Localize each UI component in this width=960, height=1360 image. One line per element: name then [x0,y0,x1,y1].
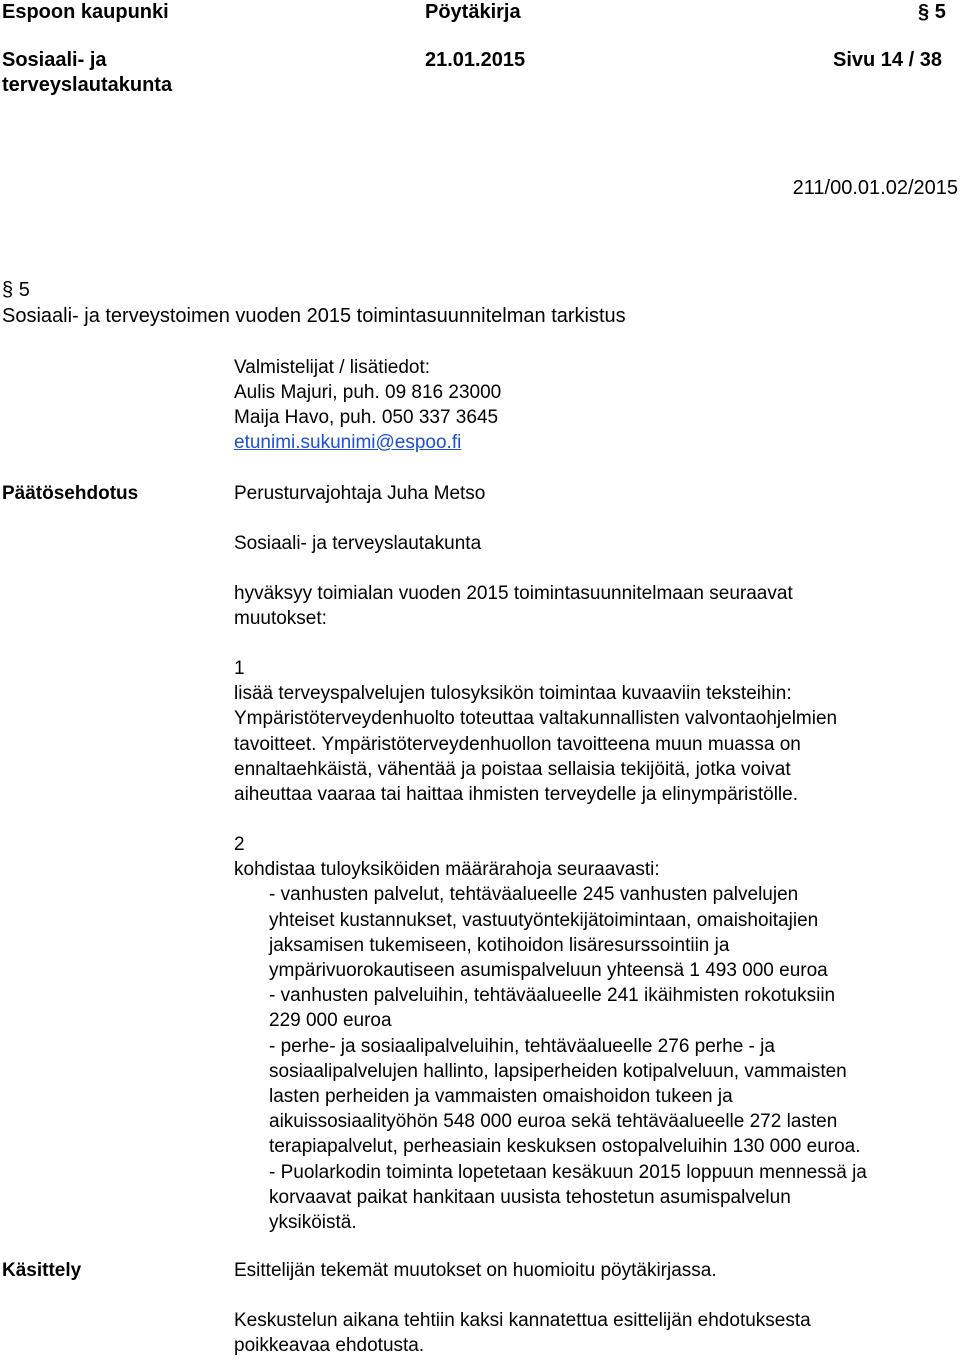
allocation-line: 229 000 euroa [269,1010,392,1032]
preparer-contact-2: Maija Havo, puh. 050 337 3645 [234,407,499,428]
board-line1: Sosiaali- ja [2,49,107,71]
handling-label: Käsittely [2,1260,82,1281]
preparers-heading: Valmistelijat / lisätiedot: [234,357,431,378]
handling-text-3: poikkeavaa ehdotusta. [234,1335,425,1356]
section-number [2,278,30,303]
item-line: Ympäristöterveydenhuolto toteuttaa valtakunnallisten valvontaohjelmien [234,708,838,730]
intro-line: muutokset: [234,608,327,630]
handling-text-1: Esittelijän tekemät muutokset on huomioitu pöytäkirjassa. [234,1260,717,1281]
allocation-line: lasten perheiden ja vammaisten omaishoidon tukeen ja [269,1086,733,1108]
allocation-line: aikuissosiaalityöhön 548 000 euroa sekä tehtäväalueelle 272 lasten [269,1111,838,1133]
allocation-line: - perhe- ja sosiaalipalveluihin, tehtäväalueelle 276 perhe - ja [269,1035,775,1057]
proposal-intro [234,581,954,631]
meeting-date: 21.01.2015 [425,49,526,71]
item-line: lisää terveyspalvelujen tulosyksikön toimintaa kuvaaviin teksteihin: [234,683,792,705]
proposal-board: Sosiaali- ja terveyslautakunta [234,533,482,554]
allocation-line: sosiaalipalvelujen hallinto, lapsiperheiden kotipalveluun, vammaisten [269,1060,847,1082]
item-intro: kohdistaa tuloyksiköiden määrärahoja seuraavasti: [234,859,660,881]
allocation-line: - vanhusten palveluihin, tehtäväalueelle 241 ikäihmisten rokotuksiin [269,985,836,1007]
board-line2: terveyslautakunta [2,74,173,96]
preparer-contact-1: Aulis Majuri, puh. 09 816 23000 [234,382,502,403]
allocation-line: - vanhusten palvelut, tehtäväalueelle 245 vanhusten palvelujen [269,884,799,906]
item-number: 2 [234,834,245,855]
section-ref-number: 5 [934,1,946,23]
record-number: 211/00.01.02/2015 [792,177,958,199]
email-link[interactable]: etunimi.sukunimi@espoo.fi [234,432,462,453]
item-number: 1 [234,658,245,679]
allocation-line: terapiapalvelut, perheasiain keskuksen ostopalveluihin 130 000 euroa. [269,1136,861,1158]
allocation-line: korvaavat paikat hankitaan uusista tehostetun asumispalvelun [269,1186,791,1208]
proposal-item-2 [234,832,954,1235]
org-name: Espoon kaupunki [2,1,169,23]
proposal-item-1 [234,656,954,807]
allocation-line: yksiköistä. [269,1212,357,1234]
allocation-line: - Puolarkodin toiminta lopetetaan kesäkuun 2015 loppuun mennessä ja [269,1161,867,1183]
proposal-label: Päätösehdotus [2,483,139,504]
doc-type: Pöytäkirja [425,1,521,23]
section-sign: § [918,1,930,23]
item-line: ennaltaehkäistä, vähentää ja poistaa sellaisia tekijöitä, jotka voivat [234,758,791,780]
intro-line: hyväksyy toimialan vuoden 2015 toimintasuunnitelmaan seuraavat [234,583,793,604]
item-line: aiheuttaa vaaraa tai haittaa ihmisten terveydelle ja elinympäristölle. [234,784,798,806]
section-title: Sosiaali- ja terveystoimen vuoden 2015 toimintasuunnitelman tarkistus [2,305,626,327]
allocation-line: yhteiset kustannukset, vastuutyöntekijätoimintaan, omaishoitajien [269,909,819,931]
page-number: Sivu 14 / 38 [833,49,942,71]
section-number-value: 5 [18,279,30,301]
section-sign: § [2,279,14,301]
proposer: Perusturvajohtaja Juha Metso [234,483,486,504]
item-line: tavoitteet. Ympäristöterveydenhuollon tavoitteena muun muassa on [234,733,801,755]
section-ref [918,0,946,25]
allocation-line: ympärivuorokautiseen asumispalveluun yhteensä 1 493 000 euroa [269,960,828,982]
allocation-line: jaksamisen tukemiseen, kotihoidon lisäresurssointiin ja [269,934,730,956]
handling-text-2: Keskustelun aikana tehtiin kaksi kannatettua esittelijän ehdotuksesta [234,1310,811,1331]
